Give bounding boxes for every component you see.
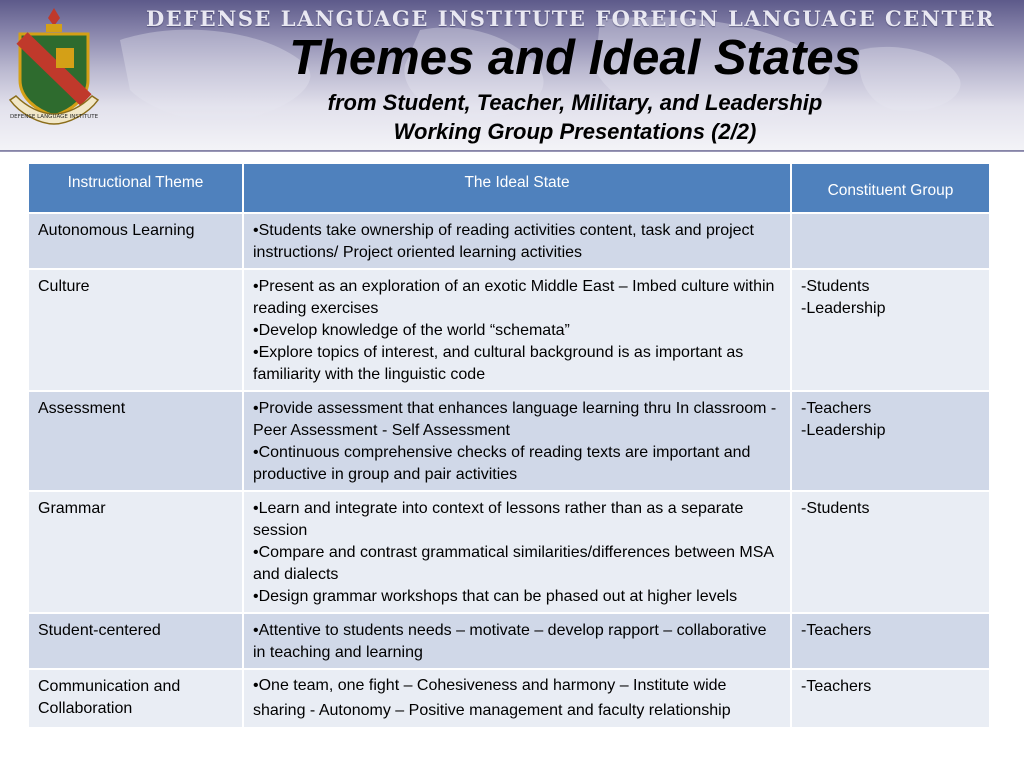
- svg-text:DEFENSE LANGUAGE INSTITUTE: DEFENSE LANGUAGE INSTITUTE: [9, 114, 99, 120]
- table-row: [28, 269, 990, 391]
- theme-cell: Autonomous Learning: [28, 213, 243, 269]
- ideal-state-cell: [243, 269, 791, 391]
- ideal-state-bullet: •Learn and integrate into context of lessons rather than as a separate session: [253, 500, 744, 539]
- ideal-state-bullet: •Continuous comprehensive checks of reading texts are important and productive in group and pair activities: [253, 444, 751, 483]
- constituent-group-item: -Teachers: [801, 400, 872, 417]
- constituent-group-cell: [791, 269, 990, 391]
- theme-cell: Culture: [28, 269, 243, 391]
- constituent-group-cell: [791, 669, 990, 728]
- table-row: [28, 213, 990, 269]
- ideal-state-bullet: •Provide assessment that enhances language learning thru In classroom - Peer Assessment - Self Assessment: [253, 400, 777, 439]
- ideal-state-bullet: •Present as an exploration of an exotic Middle East – Imbed culture within reading exercises: [253, 278, 775, 317]
- subtitle-line-1: from Student, Teacher, Military, and Leadership: [327, 90, 823, 115]
- theme-cell: Grammar: [28, 491, 243, 613]
- slide-subtitle: [240, 88, 910, 146]
- banner-divider: [0, 150, 1024, 152]
- table-body: [28, 213, 990, 728]
- table-header-row: [28, 163, 990, 213]
- ideal-state-cell: [243, 613, 791, 669]
- constituent-group-item: -Leadership: [801, 300, 886, 317]
- ideal-state-bullet: •Design grammar workshops that can be phased out at higher levels: [253, 588, 738, 605]
- subtitle-line-2: Working Group Presentations (2/2): [393, 119, 757, 144]
- theme-cell: Communication and Collaboration: [28, 669, 243, 728]
- table-row: [28, 491, 990, 613]
- column-header-ideal-state: The Ideal State: [243, 163, 791, 213]
- constituent-group-item: -Leadership: [801, 422, 886, 439]
- institute-crest-logo: [6, 4, 102, 132]
- ideal-state-bullet: •Develop knowledge of the world “schemata”: [253, 322, 570, 339]
- constituent-group-cell: [791, 391, 990, 491]
- table-row: [28, 669, 990, 728]
- theme-cell: Student-centered: [28, 613, 243, 669]
- table-row: [28, 613, 990, 669]
- constituent-group-item: -Students: [801, 278, 870, 295]
- constituent-group-cell: [791, 613, 990, 669]
- constituent-group-item: -Students: [801, 500, 870, 517]
- ideal-state-cell: [243, 491, 791, 613]
- constituent-group-cell: [791, 213, 990, 269]
- ideal-state-bullet: •Attentive to students needs – motivate – develop rapport – collaborative in teaching and learning: [253, 622, 767, 661]
- themes-table: [27, 162, 991, 729]
- ideal-state-cell: [243, 213, 791, 269]
- constituent-group-item: -Teachers: [801, 678, 872, 695]
- theme-cell: Assessment: [28, 391, 243, 491]
- constituent-group-cell: [791, 491, 990, 613]
- column-header-theme: Instructional Theme: [28, 163, 243, 213]
- ideal-state-cell: [243, 391, 791, 491]
- ideal-state-cell: [243, 669, 791, 728]
- slide-title: Themes and Ideal States: [289, 31, 861, 85]
- ideal-state-bullet: •Explore topics of interest, and cultural background is as important as familiarity with the linguistic code: [253, 344, 744, 383]
- ideal-state-bullet: •One team, one fight – Cohesiveness and harmony – Institute wide sharing - Autonomy – Positive management and faculty relationship: [253, 677, 731, 719]
- column-header-constituent-group: Constituent Group: [791, 163, 990, 213]
- ideal-state-bullet: •Compare and contrast grammatical similarities/differences between MSA and dialects: [253, 544, 774, 583]
- ideal-state-bullet: •Students take ownership of reading activities content, task and project instructions/ Project oriented learning activities: [253, 222, 754, 261]
- constituent-group-item: -Teachers: [801, 622, 872, 639]
- table-row: [28, 391, 990, 491]
- organization-name: DEFENSE LANGUAGE INSTITUTE FOREIGN LANGUAGE CENTER: [146, 6, 996, 31]
